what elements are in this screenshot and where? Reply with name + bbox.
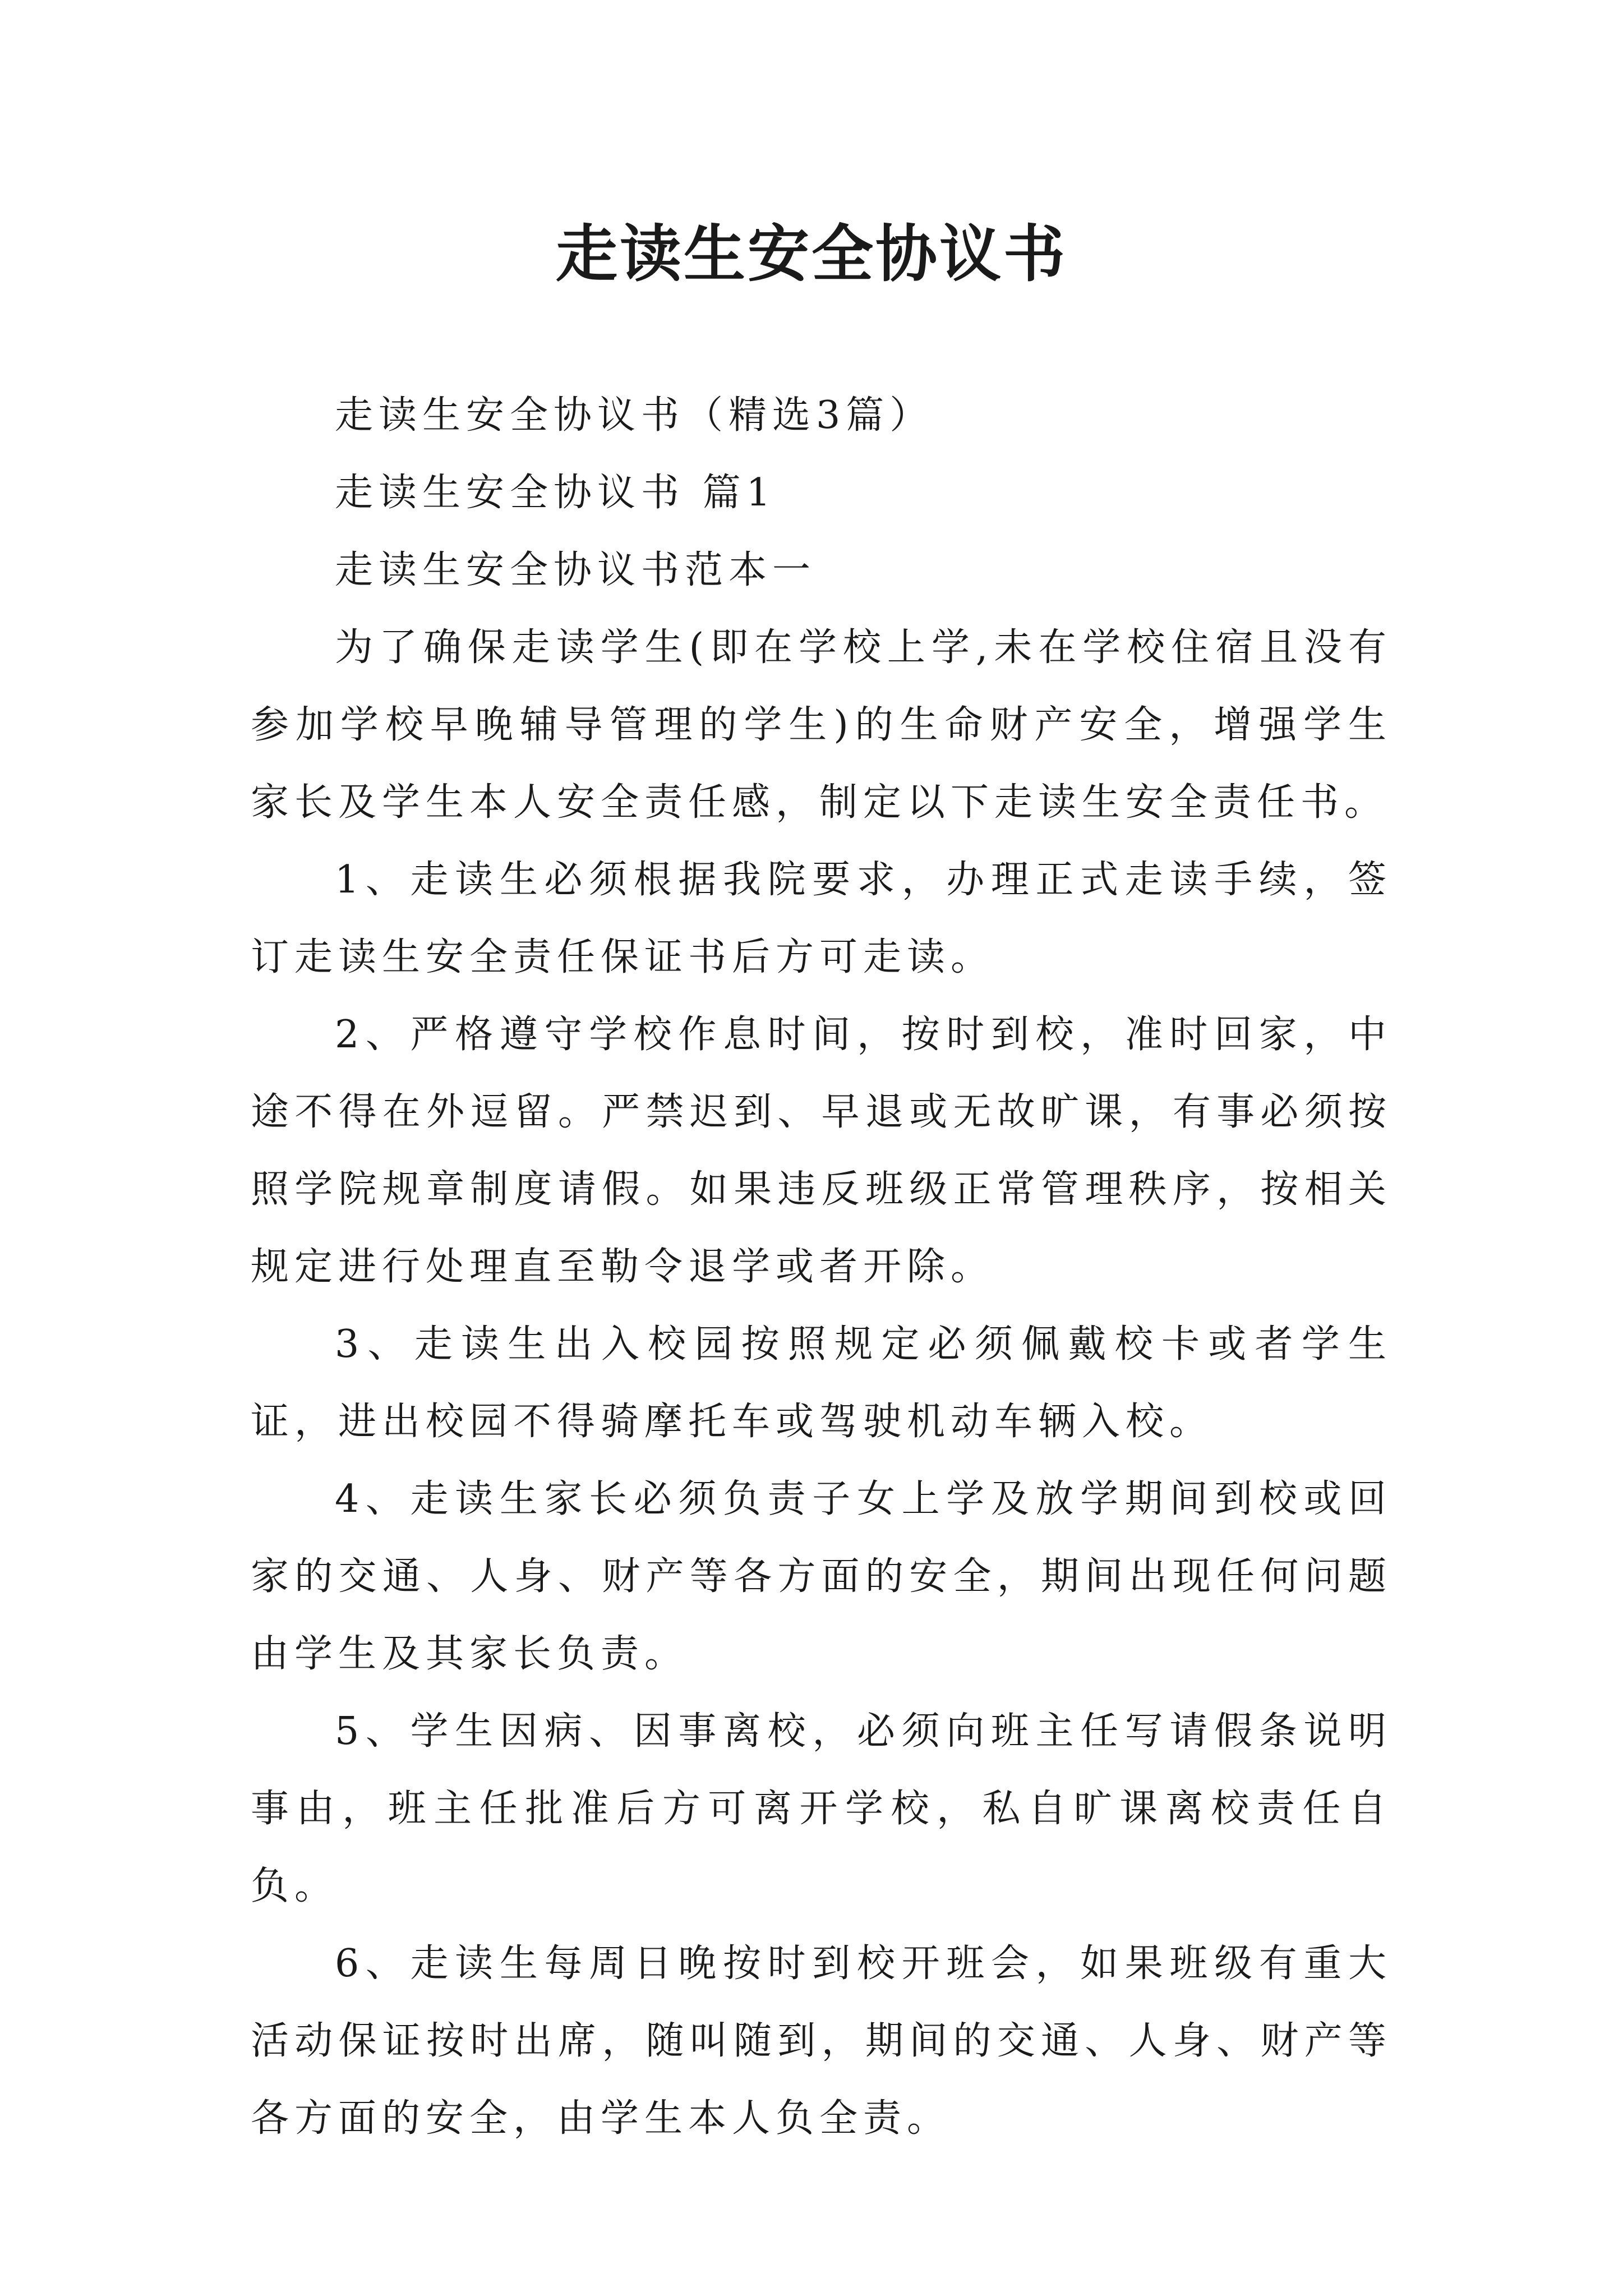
paragraph-heading: 走读生安全协议书（精选3篇） bbox=[335, 393, 934, 438]
paragraph-item-4: 4、走读生家长必须负责子女上学及放学期间到校或回家的交通、人身、财产等各方面的安全，期间出现任何问题由学生及其家长负责。 bbox=[251, 1477, 1392, 1676]
paragraph-item-5: 5、学生因病、因事离校，必须向班主任写请假条说明事由，班主任批准后方可离开学校，私自旷课离校责任自负。 bbox=[251, 1709, 1392, 1908]
document-body bbox=[251, 377, 1392, 2157]
paragraph-section-heading: 走读生安全协议书 篇1 bbox=[335, 471, 776, 515]
paragraph-item-2: 2、严格遵守学校作息时间，按时到校，准时回家，中途不得在外逗留。严禁迟到、早退或无故旷课，有事必须按照学院规章制度请假。如果违反班级正常管理秩序，按相关规定进行处理直至勒令退学或者开除。 bbox=[251, 1013, 1392, 1289]
paragraph-template-heading: 走读生安全协议书范本一 bbox=[335, 548, 817, 592]
paragraph-item-1: 1、走读生必须根据我院要求，办理正式走读手续，签订走读生安全责任保证书后方可走读。 bbox=[251, 858, 1392, 979]
document-title: 走读生安全协议书 bbox=[556, 218, 1067, 290]
paragraph-intro: 为了确保走读学生(即在学校上学,未在学校住宿且没有参加学校早晚辅导管理的学生)的生命财产安全，增强学生家长及学生本人安全责任感，制定以下走读生安全责任书。 bbox=[251, 625, 1392, 825]
paragraph-item-6: 6、走读生每周日晚按时到校开班会，如果班级有重大活动保证按时出席，随叫随到，期间的交通、人身、财产等各方面的安全，由学生本人负全责。 bbox=[251, 1941, 1392, 2141]
paragraph-item-3: 3、走读生出入校园按照规定必须佩戴校卡或者学生证，进出校园不得骑摩托车或驾驶机动车辆入校。 bbox=[251, 1322, 1392, 1444]
